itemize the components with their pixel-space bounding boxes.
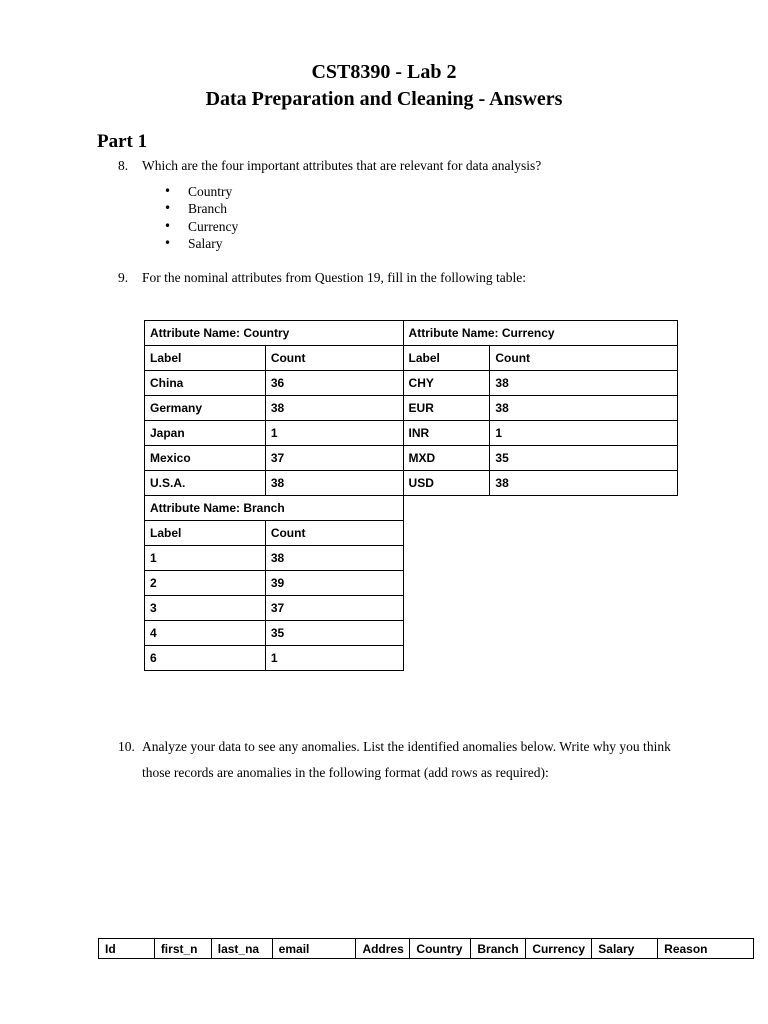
branch-label: 4	[145, 621, 266, 646]
bullet-item: • Currency	[164, 218, 238, 235]
currency-count: 38	[490, 371, 678, 396]
document-subtitle: Data Preparation and Cleaning - Answers	[205, 88, 563, 110]
country-attribute-header: Attribute Name: Country	[145, 321, 404, 346]
question-10	[118, 734, 678, 786]
currency-label: USD	[403, 471, 490, 496]
country-count: 38	[265, 471, 403, 496]
currency-count: 38	[490, 396, 678, 421]
country-count: 38	[265, 396, 403, 421]
column-header-country: Country	[410, 939, 471, 959]
bullet-item: • Country	[164, 183, 238, 200]
table-row	[145, 321, 678, 346]
currency-attribute-header: Attribute Name: Currency	[403, 321, 677, 346]
document-title: CST8390 - Lab 2	[311, 61, 457, 83]
bullet-item: • Salary	[164, 235, 238, 252]
currency-label: CHY	[403, 371, 490, 396]
empty-cell	[403, 496, 677, 671]
country-label: China	[145, 371, 266, 396]
column-header-currency: Currency	[526, 939, 592, 959]
country-count: 36	[265, 371, 403, 396]
question-text: Analyze your data to see any anomalies. List the identified anomalies below. Write why you think those records are anomalies in the following format (add rows as required):	[142, 739, 671, 780]
table-header-row	[99, 939, 754, 959]
column-header-first-name: first_n	[154, 939, 211, 959]
table-row	[145, 471, 678, 496]
branch-label: 1	[145, 546, 266, 571]
country-label: Japan	[145, 421, 266, 446]
label-header: Label	[145, 346, 266, 371]
branch-attribute-header: Attribute Name: Branch	[145, 496, 404, 521]
table-row	[145, 346, 678, 371]
attribute-bullet-list	[164, 183, 238, 252]
column-header-salary: Salary	[592, 939, 658, 959]
nominal-attributes-table	[144, 320, 678, 671]
currency-count: 35	[490, 446, 678, 471]
column-header-branch: Branch	[471, 939, 526, 959]
table-row	[145, 496, 678, 521]
part-heading: Part 1	[97, 131, 148, 152]
column-header-email: email	[272, 939, 356, 959]
branch-count: 37	[265, 596, 403, 621]
column-header-reason: Reason	[658, 939, 754, 959]
count-header: Count	[265, 521, 403, 546]
country-count: 1	[265, 421, 403, 446]
branch-label: 3	[145, 596, 266, 621]
column-header-last-name: last_na	[211, 939, 272, 959]
branch-count: 39	[265, 571, 403, 596]
question-number: 8.	[118, 158, 129, 173]
table-row	[145, 446, 678, 471]
country-label: U.S.A.	[145, 471, 266, 496]
count-header: Count	[490, 346, 678, 371]
currency-count: 1	[490, 421, 678, 446]
question-text: Which are the four important attributes that are relevant for data analysis?	[142, 158, 542, 173]
branch-label: 2	[145, 571, 266, 596]
branch-count: 1	[265, 646, 403, 671]
branch-label: 6	[145, 646, 266, 671]
question-9	[118, 265, 526, 291]
currency-label: INR	[403, 421, 490, 446]
table-row	[145, 421, 678, 446]
branch-count: 38	[265, 546, 403, 571]
column-header-address: Addres	[356, 939, 410, 959]
country-label: Germany	[145, 396, 266, 421]
question-number: 9.	[118, 270, 129, 285]
anomalies-table	[98, 938, 754, 959]
label-header: Label	[403, 346, 490, 371]
count-header: Count	[265, 346, 403, 371]
bullet-item: • Branch	[164, 200, 238, 217]
label-header: Label	[145, 521, 266, 546]
table-row	[145, 396, 678, 421]
country-label: Mexico	[145, 446, 266, 471]
question-text: For the nominal attributes from Question 19, fill in the following table:	[142, 270, 526, 285]
question-8	[118, 153, 541, 179]
branch-count: 35	[265, 621, 403, 646]
question-number: 10.	[118, 739, 135, 754]
currency-label: EUR	[403, 396, 490, 421]
column-header-id: Id	[99, 939, 155, 959]
country-count: 37	[265, 446, 403, 471]
currency-label: MXD	[403, 446, 490, 471]
table-row	[145, 371, 678, 396]
currency-count: 38	[490, 471, 678, 496]
